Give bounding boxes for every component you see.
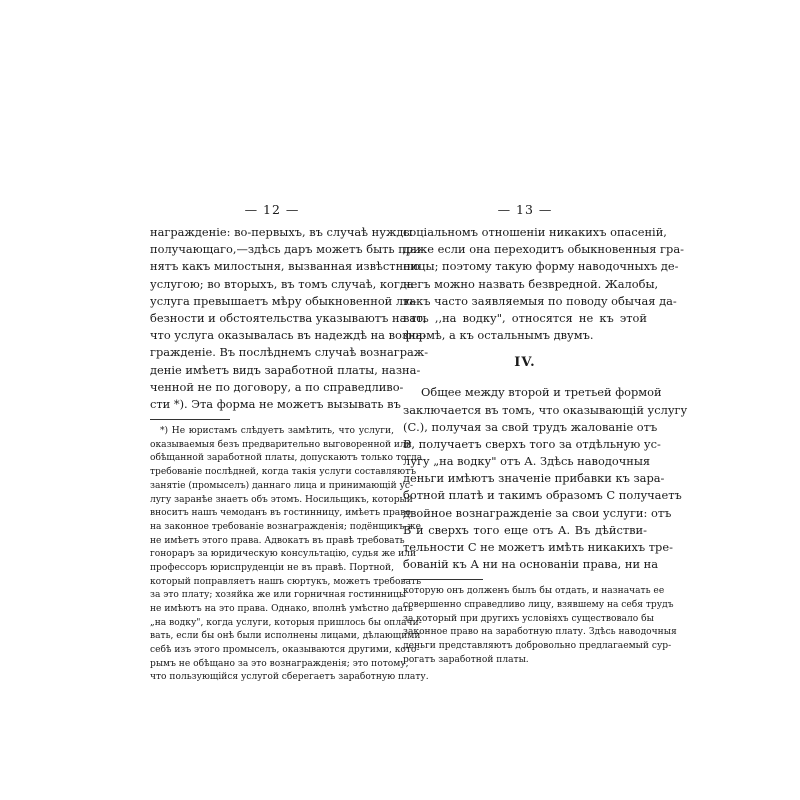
text-line: формѣ, а къ остальнымъ двумъ. [403, 328, 594, 343]
footnote-line: рымъ не обѣщано за это вознагражденія; это потому, [150, 658, 409, 669]
text-line: соціальномъ отношеніи никакихъ опасеній, [403, 225, 667, 239]
text-line: нятъ какъ милостыня, вызванная извѣстною [150, 259, 420, 274]
left-body-text [150, 224, 429, 413]
footnote-line: вать, если бы онѣ были исполнены лицами, дѣлающими [150, 631, 421, 642]
footnote-line: совершенно справедливо лицу, взявшему на себя трудъ [403, 600, 674, 611]
text-line: заключается въ томъ, что оказывающій услугу [403, 402, 688, 417]
footnote-line: не имѣетъ этого права. Адвокатъ въ правѣ требовать [150, 535, 405, 546]
text-line: услугою; во вторыхъ, въ томъ случаѣ, когда [150, 276, 414, 291]
footnote-line: законное право на заработную плату. Здѣсь наводочныя [403, 627, 677, 638]
text-line: деньги имѣютъ значеніе прибавки къ зара- [403, 471, 665, 486]
footnote-line: не имѣютъ на это права. Однако, вполнѣ умѣстно дать [150, 604, 413, 614]
text-line: ницы; поэтому такую форму наводочныхъ де- [403, 259, 679, 274]
footnote-line: вноситъ нашъ чемоданъ въ гостинницу, имѣетъ право [150, 508, 411, 519]
footnote-line: занятіе (промыселъ) даннаго лица и принимающій ус- [150, 480, 414, 491]
left-page [150, 198, 429, 685]
text-line: получающаго,—здѣсь даръ можетъ быть при- [150, 242, 425, 257]
text-line: ченной не по договору, а по справедливо- [150, 379, 404, 394]
footnote-line: оказываемыя безъ предварительно выговоренной или [150, 439, 412, 450]
text-line: вать ,,на водку", относятся не къ этой [403, 310, 647, 325]
text-line: ботной платѣ и такимъ образомъ С получаетъ [403, 488, 682, 503]
text-line: негъ можно назвать безвредной. Жалобы, [403, 276, 659, 291]
footnote-line: требованіе послѣдней, когда такія услуги составляютъ [150, 467, 417, 478]
footnote-divider [403, 579, 483, 580]
text-line: В и сверхъ того еще отъ А. Въ дѣйстви- [403, 522, 647, 537]
footnote-line: гонораръ за юридическую консультацію, судья же или [150, 549, 417, 560]
footnote-line: которую онъ долженъ былъ бы отдать, и назначать ее [403, 586, 665, 597]
text-line: что услуга оказывалась въ надеждѣ на возна- [150, 328, 427, 343]
footnote-line: лугу заранѣе знаетъ объ этомъ. Носильщикъ, который [150, 494, 413, 505]
text-line: деніе имѣетъ видъ заработной платы, назна- [150, 362, 421, 377]
text-line: сти *). Эта форма не можетъ вызывать въ [150, 396, 401, 411]
text-line: Общее между второй и третьей формой [421, 385, 662, 400]
text-line: В, получаетъ сверхъ того за отдѣльную ус- [403, 436, 661, 451]
text-line: даже если она переходитъ обыкновенныя гра- [403, 242, 684, 257]
text-line: двойное вознагражденіе за свои услуги: отъ [403, 505, 672, 520]
text-line: гражденіе. Въ послѣднемъ случаѣ вознаграж- [150, 345, 429, 360]
text-line: (С.), получая за свой трудъ жалованіе отъ [403, 419, 658, 434]
text-line: лугу „на водку" отъ А. Здѣсь наводочныя [403, 454, 651, 469]
right-body-text-bottom [403, 384, 688, 573]
footnote-line: профессоръ юриспруденціи не въ правѣ. Портной, [150, 562, 394, 573]
right-footnote [403, 585, 677, 667]
page-number-right: — 13 — [497, 202, 553, 217]
right-page [403, 198, 688, 668]
footnote-line: за который при другихъ условіяхъ существовало бы [403, 613, 654, 624]
right-body-text-top [403, 224, 684, 344]
text-line: тельности С не можетъ имѣть никакихъ тре- [403, 540, 673, 554]
footnote-line: „на водку", когда услуги, которыя пришлось бы оплачи- [150, 617, 422, 628]
footnote-line: что пользующійся услугой сберегаетъ заработную плату. [150, 672, 429, 683]
page-number-left: — 12 — [244, 202, 300, 217]
footnote-line: на законное требованіе вознагражденія; подёнщикъ же [150, 521, 422, 532]
footnote-line: обѣщанной заработной платы, допускаютъ только тогда [150, 453, 423, 464]
footnote-line: деньги представляютъ добровольно предлагаемый сур- [403, 641, 672, 652]
text-line: бованій къ А ни на основаніи права, ни на [403, 557, 659, 572]
footnote-line: рогатъ заработной платы. [403, 654, 529, 665]
text-line: награжденіе: во-первыхъ, въ случаѣ нужды [150, 225, 413, 239]
section-heading: IV. [514, 355, 536, 371]
text-line: такъ часто заявляемыя по поводу обычая да- [403, 293, 677, 308]
footnote-line: который поправляетъ нашъ сюртукъ, можетъ требовать [150, 576, 422, 587]
text-line: услуга превышаетъ мѣру обыкновенной лю- [150, 293, 417, 308]
text-line: безности и обстоятельства указываютъ на то, [150, 310, 427, 325]
footnote-line: себѣ изъ этого промыселъ, оказываются другими, кото- [150, 645, 420, 656]
left-footnote [150, 425, 429, 685]
footnote-line: за это плату; хозяйка же или горничная гостинницы [150, 590, 407, 601]
footnote-line: *) Не юристамъ слѣдуетъ замѣтить, что услуги, [160, 426, 394, 437]
footnote-divider [150, 419, 230, 420]
